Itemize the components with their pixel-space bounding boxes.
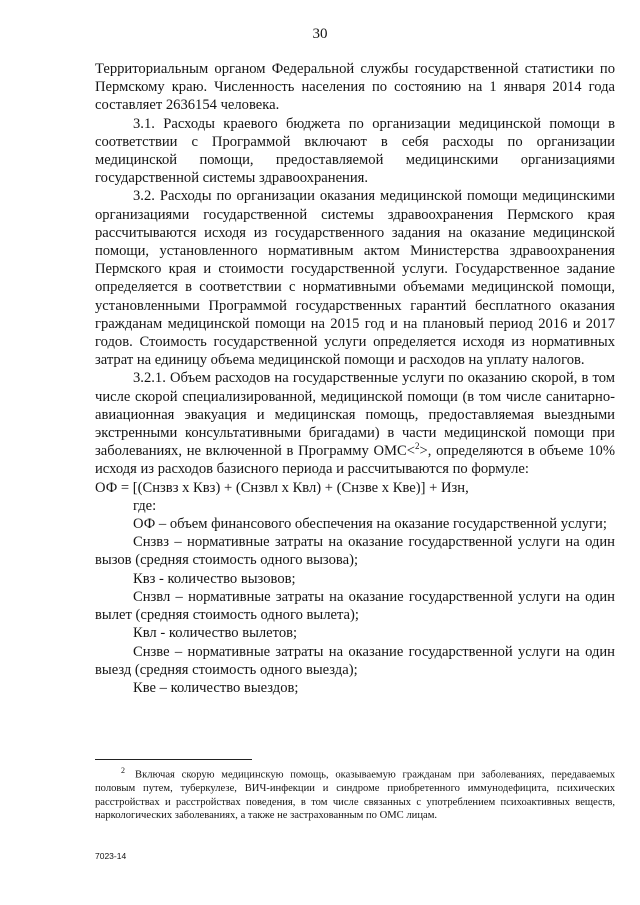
- definition-item: Квл - количество вылетов;: [133, 625, 298, 642]
- definitions-list: [95, 497, 615, 697]
- footnote-reference: 2: [415, 441, 420, 452]
- document-code: 7023-14: [95, 851, 127, 861]
- footnote-text: Включая скорую медицинскую помощь, оказываемую гражданам при заболеваниях, передаваемых половым путем, туберкулезе, ВИЧ-инфекции и синдроме приобретенного иммунодефицита, психических расстройствах и расстройствах поведения, в том числе связанных с употреблением психоактивных веществ, наркологических заболеваниях, а также не застрахованным по ОМС лицам.: [95, 769, 615, 822]
- paragraph-3-2-1-text-end: >, определяются в объеме 10% исходя из расходов базисного периода и рассчитываются по формуле:: [95, 443, 615, 478]
- definition-item: Снзвл – нормативные затраты на оказание государственной услуги на один вылет (средняя стоимость одного вылета);: [95, 588, 615, 624]
- definition-item: Снзве – нормативные затраты на оказание государственной услуги на один выезд (средняя стоимость одного выезда);: [95, 643, 615, 678]
- paragraph-3-2-1: [95, 369, 615, 478]
- definition-item: ОФ – объем финансового обеспечения на оказание государственной услуги;: [133, 516, 607, 533]
- definition-item: Кве – количество выездов;: [133, 679, 299, 696]
- definition-item: Квз - количество вызовов;: [133, 570, 296, 587]
- paragraph-3-2-1-text-start: 3.2.1. Объем расходов на государственные услуги по оказанию скорой, в том числе скорой специализированной, медицинской помощи (в том числе санитарно-авиационная эвакуация и медицинская помощь, предоставляемая выездными экстренными консультативными бригадами) в части медицинской помощи при заболеваниях, не включенной в Программу ОМС<: [95, 370, 615, 460]
- formula: ОФ = [(Снзвз x Квз) + (Снзвл x Квл) + (Снзве x Кве)] + Изн,: [95, 479, 469, 496]
- footnote-mark: 2: [121, 766, 125, 775]
- where-label: где:: [133, 497, 157, 514]
- body-text: [95, 60, 615, 697]
- paragraph-3-2: 3.2. Расходы по организации оказания медицинской помощи медицинскими организациями государственной системы здравоохранения Пермского края рассчитываются исходя из государственного задания на оказание медицинской помощи, установленного нормативным актом Министерства здравоохранения Пермского края и стоимости государственной услуги. Государственное задание определяется в соответствии с нормативными объемами медицинской помощи, установленными Программой государственных гарантий бесплатного оказания гражданам медицинской помощи на 2015 год и на плановый период 2016 и 2017 годов. Стоимость государственной услуги определяется исходя из нормативных затрат на единицу объема медицинской помощи и расходов на уплату налогов.: [95, 188, 615, 369]
- page-number: 30: [312, 26, 328, 42]
- paragraph-population: Территориальным органом Федеральной службы государственной статистики по Пермскому краю. Численность населения по состоянию на 1 января 2014 года составляет 2636154 человека.: [95, 61, 615, 114]
- paragraph-3-1: 3.1. Расходы краевого бюджета по организации медицинской помощи в соответствии с Программой включают в себя расходы по организации медицинской помощи, предоставляемой медицинскими организациями государственной системы здравоохранения.: [95, 115, 615, 187]
- definition-item: Снзвз – нормативные затраты на оказание государственной услуги на один вызов (средняя стоимость одного вызова);: [95, 534, 615, 569]
- footnote: [95, 764, 615, 823]
- footnote-divider: [95, 759, 252, 760]
